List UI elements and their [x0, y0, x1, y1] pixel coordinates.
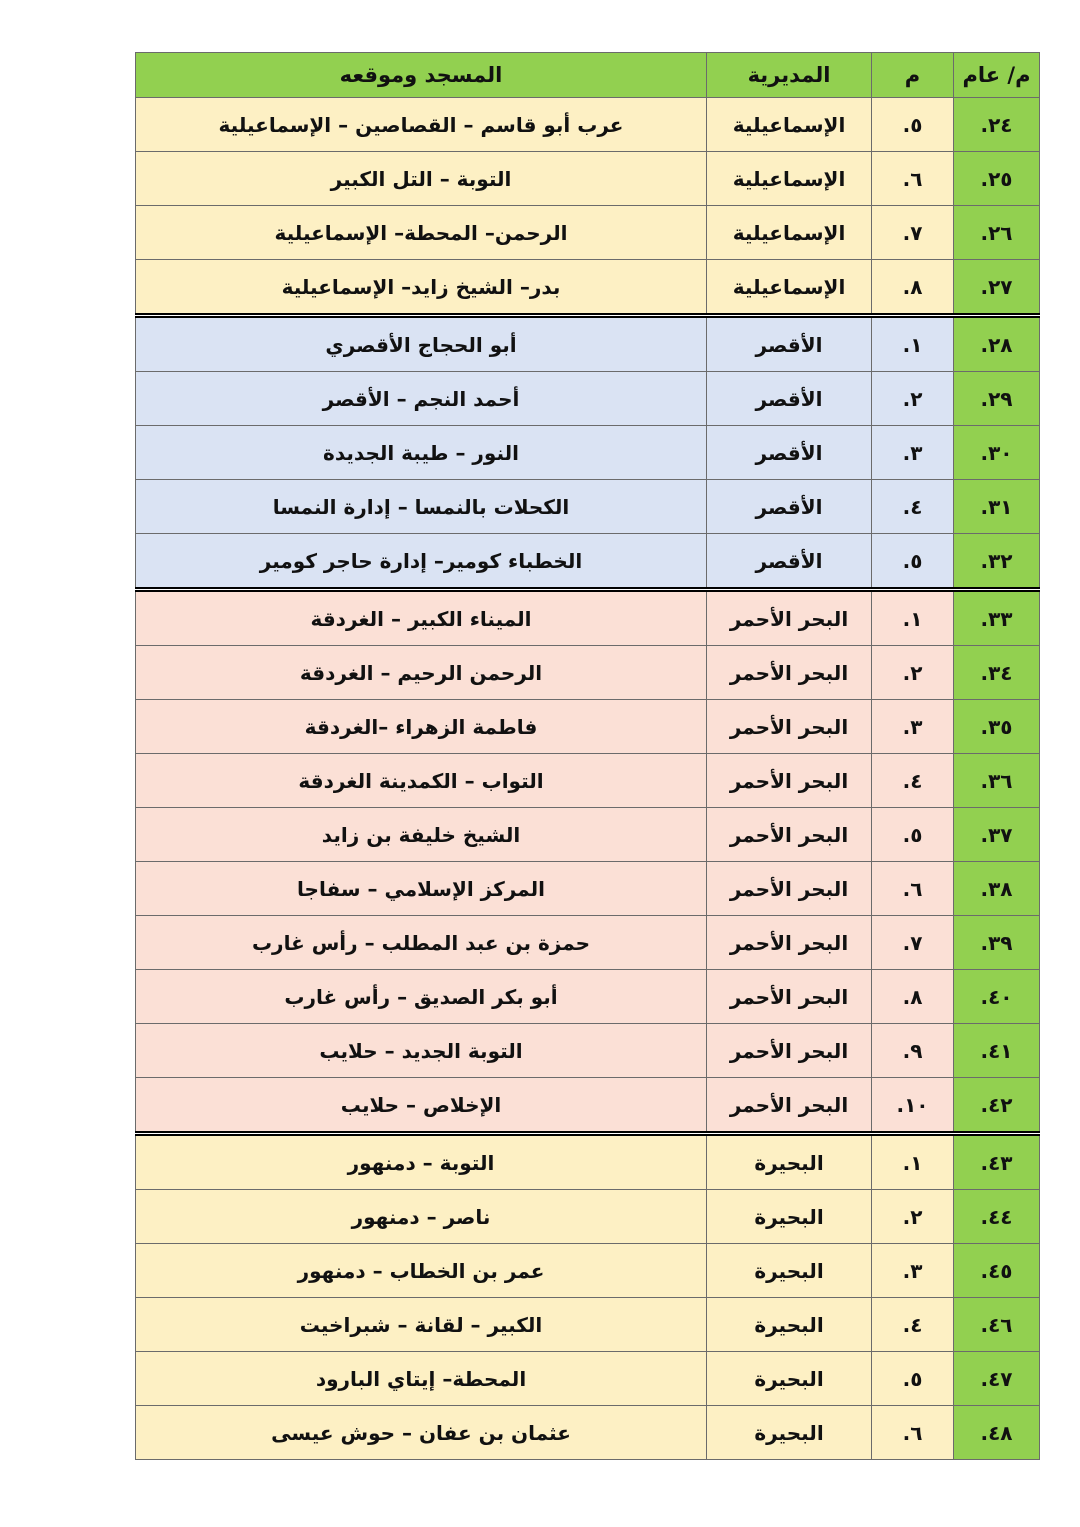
cell-mosque: الشيخ خليفة بن زايد [136, 808, 707, 862]
header-directorate: المديرية [707, 53, 872, 98]
cell-local-number: ٧. [872, 206, 954, 260]
cell-directorate: البحر الأحمر [707, 590, 872, 646]
cell-directorate: الإسماعيلية [707, 260, 872, 316]
cell-directorate: البحيرة [707, 1134, 872, 1190]
mosques-table [135, 52, 1040, 1460]
table-row [136, 260, 1040, 316]
cell-general-number: ٣٧. [954, 808, 1040, 862]
cell-directorate: الإسماعيلية [707, 152, 872, 206]
cell-directorate: الأقصر [707, 480, 872, 534]
table-row [136, 646, 1040, 700]
cell-general-number: ٣٦. [954, 754, 1040, 808]
cell-general-number: ٣٤. [954, 646, 1040, 700]
cell-general-number: ٤٠. [954, 970, 1040, 1024]
cell-mosque: المركز الإسلامي – سفاجا [136, 862, 707, 916]
header-mosque: المسجد وموقعه [136, 53, 707, 98]
table-row [136, 1024, 1040, 1078]
cell-mosque: الخطباء كومير– إدارة حاجر كومير [136, 534, 707, 590]
cell-local-number: ٥. [872, 1352, 954, 1406]
cell-local-number: ٣. [872, 426, 954, 480]
cell-local-number: ١. [872, 316, 954, 372]
cell-local-number: ٢. [872, 1190, 954, 1244]
cell-mosque: فاطمة الزهراء –الغردقة [136, 700, 707, 754]
cell-local-number: ٤. [872, 754, 954, 808]
cell-mosque: المحطة– إيتاي البارود [136, 1352, 707, 1406]
cell-local-number: ١٠. [872, 1078, 954, 1134]
cell-local-number: ٥. [872, 98, 954, 152]
cell-directorate: البحر الأحمر [707, 1024, 872, 1078]
table-row [136, 808, 1040, 862]
cell-mosque: الرحمن الرحيم – الغردقة [136, 646, 707, 700]
cell-local-number: ٥. [872, 534, 954, 590]
cell-general-number: ٤٨. [954, 1406, 1040, 1460]
cell-general-number: ٤٣. [954, 1134, 1040, 1190]
cell-mosque: الميناء الكبير – الغردقة [136, 590, 707, 646]
cell-local-number: ٩. [872, 1024, 954, 1078]
cell-general-number: ٣٩. [954, 916, 1040, 970]
cell-local-number: ٨. [872, 260, 954, 316]
table-row [136, 1352, 1040, 1406]
cell-local-number: ٨. [872, 970, 954, 1024]
cell-directorate: البحيرة [707, 1190, 872, 1244]
cell-general-number: ٤٥. [954, 1244, 1040, 1298]
cell-mosque: ناصر – دمنهور [136, 1190, 707, 1244]
cell-mosque: الرحمن– المحطة– الإسماعيلية [136, 206, 707, 260]
cell-general-number: ٣٨. [954, 862, 1040, 916]
cell-mosque: الإخلاص – حلايب [136, 1078, 707, 1134]
cell-mosque: عرب أبو قاسم – القصاصين – الإسماعيلية [136, 98, 707, 152]
table-row [136, 1134, 1040, 1190]
cell-local-number: ٢. [872, 372, 954, 426]
table-row [136, 534, 1040, 590]
cell-directorate: البحر الأحمر [707, 970, 872, 1024]
cell-local-number: ٣. [872, 700, 954, 754]
table-body [136, 98, 1040, 1460]
cell-general-number: ٣٠. [954, 426, 1040, 480]
table-row [136, 1244, 1040, 1298]
cell-mosque: أبو الحجاج الأقصري [136, 316, 707, 372]
table-row [136, 480, 1040, 534]
cell-mosque: أحمد النجم – الأقصر [136, 372, 707, 426]
table-row [136, 700, 1040, 754]
table-header [136, 53, 1040, 98]
cell-directorate: البحر الأحمر [707, 808, 872, 862]
cell-directorate: البحر الأحمر [707, 916, 872, 970]
cell-directorate: الأقصر [707, 426, 872, 480]
cell-general-number: ٣٣. [954, 590, 1040, 646]
table-row [136, 152, 1040, 206]
table-row [136, 98, 1040, 152]
cell-mosque: الكحلات بالنمسا – إدارة النمسا [136, 480, 707, 534]
cell-mosque: أبو بكر الصديق – رأس غارب [136, 970, 707, 1024]
cell-directorate: البحيرة [707, 1298, 872, 1352]
cell-mosque: بدر– الشيخ زايد– الإسماعيلية [136, 260, 707, 316]
cell-directorate: البحيرة [707, 1352, 872, 1406]
cell-local-number: ٥. [872, 808, 954, 862]
cell-local-number: ٦. [872, 152, 954, 206]
table-row [136, 426, 1040, 480]
cell-local-number: ٢. [872, 646, 954, 700]
cell-directorate: البحر الأحمر [707, 1078, 872, 1134]
table-row [136, 1078, 1040, 1134]
table-row [136, 372, 1040, 426]
cell-mosque: التوبة – التل الكبير [136, 152, 707, 206]
cell-general-number: ٢٥. [954, 152, 1040, 206]
table-row [136, 916, 1040, 970]
cell-local-number: ٦. [872, 862, 954, 916]
table-row [136, 206, 1040, 260]
table-row [136, 862, 1040, 916]
cell-general-number: ٤٧. [954, 1352, 1040, 1406]
cell-local-number: ٧. [872, 916, 954, 970]
cell-general-number: ٤٦. [954, 1298, 1040, 1352]
cell-local-number: ٤. [872, 480, 954, 534]
header-row [136, 53, 1040, 98]
table-row [136, 970, 1040, 1024]
cell-local-number: ٦. [872, 1406, 954, 1460]
table-row [136, 316, 1040, 372]
cell-mosque: عمر بن الخطاب – دمنهور [136, 1244, 707, 1298]
cell-local-number: ١. [872, 590, 954, 646]
cell-directorate: البحر الأحمر [707, 646, 872, 700]
cell-general-number: ٣٢. [954, 534, 1040, 590]
cell-mosque: التوبة الجديد – حلايب [136, 1024, 707, 1078]
cell-general-number: ٢٩. [954, 372, 1040, 426]
cell-general-number: ٣١. [954, 480, 1040, 534]
cell-mosque: عثمان بن عفان – حوش عيسى [136, 1406, 707, 1460]
table-row [136, 1190, 1040, 1244]
cell-directorate: الإسماعيلية [707, 206, 872, 260]
cell-general-number: ٢٨. [954, 316, 1040, 372]
cell-directorate: الأقصر [707, 372, 872, 426]
cell-local-number: ٣. [872, 1244, 954, 1298]
cell-mosque: الكبير – لقانة – شبراخيت [136, 1298, 707, 1352]
cell-directorate: البحر الأحمر [707, 862, 872, 916]
cell-directorate: البحر الأحمر [707, 700, 872, 754]
cell-general-number: ٤٤. [954, 1190, 1040, 1244]
cell-directorate: البحيرة [707, 1406, 872, 1460]
cell-directorate: الأقصر [707, 316, 872, 372]
table-row [136, 590, 1040, 646]
cell-general-number: ٢٤. [954, 98, 1040, 152]
cell-general-number: ٤٢. [954, 1078, 1040, 1134]
cell-local-number: ١. [872, 1134, 954, 1190]
cell-general-number: ٢٦. [954, 206, 1040, 260]
cell-general-number: ٢٧. [954, 260, 1040, 316]
cell-directorate: الإسماعيلية [707, 98, 872, 152]
cell-directorate: البحيرة [707, 1244, 872, 1298]
cell-general-number: ٣٥. [954, 700, 1040, 754]
cell-local-number: ٤. [872, 1298, 954, 1352]
cell-directorate: البحر الأحمر [707, 754, 872, 808]
table-row [136, 754, 1040, 808]
cell-mosque: حمزة بن عبد المطلب – رأس غارب [136, 916, 707, 970]
cell-mosque: التواب – الكمدينة الغردقة [136, 754, 707, 808]
header-general-number: م/ عام [954, 53, 1040, 98]
cell-general-number: ٤١. [954, 1024, 1040, 1078]
cell-directorate: الأقصر [707, 534, 872, 590]
cell-mosque: النور – طيبة الجديدة [136, 426, 707, 480]
table-row [136, 1298, 1040, 1352]
header-local-number: م [872, 53, 954, 98]
cell-mosque: التوبة – دمنهور [136, 1134, 707, 1190]
table-row [136, 1406, 1040, 1460]
